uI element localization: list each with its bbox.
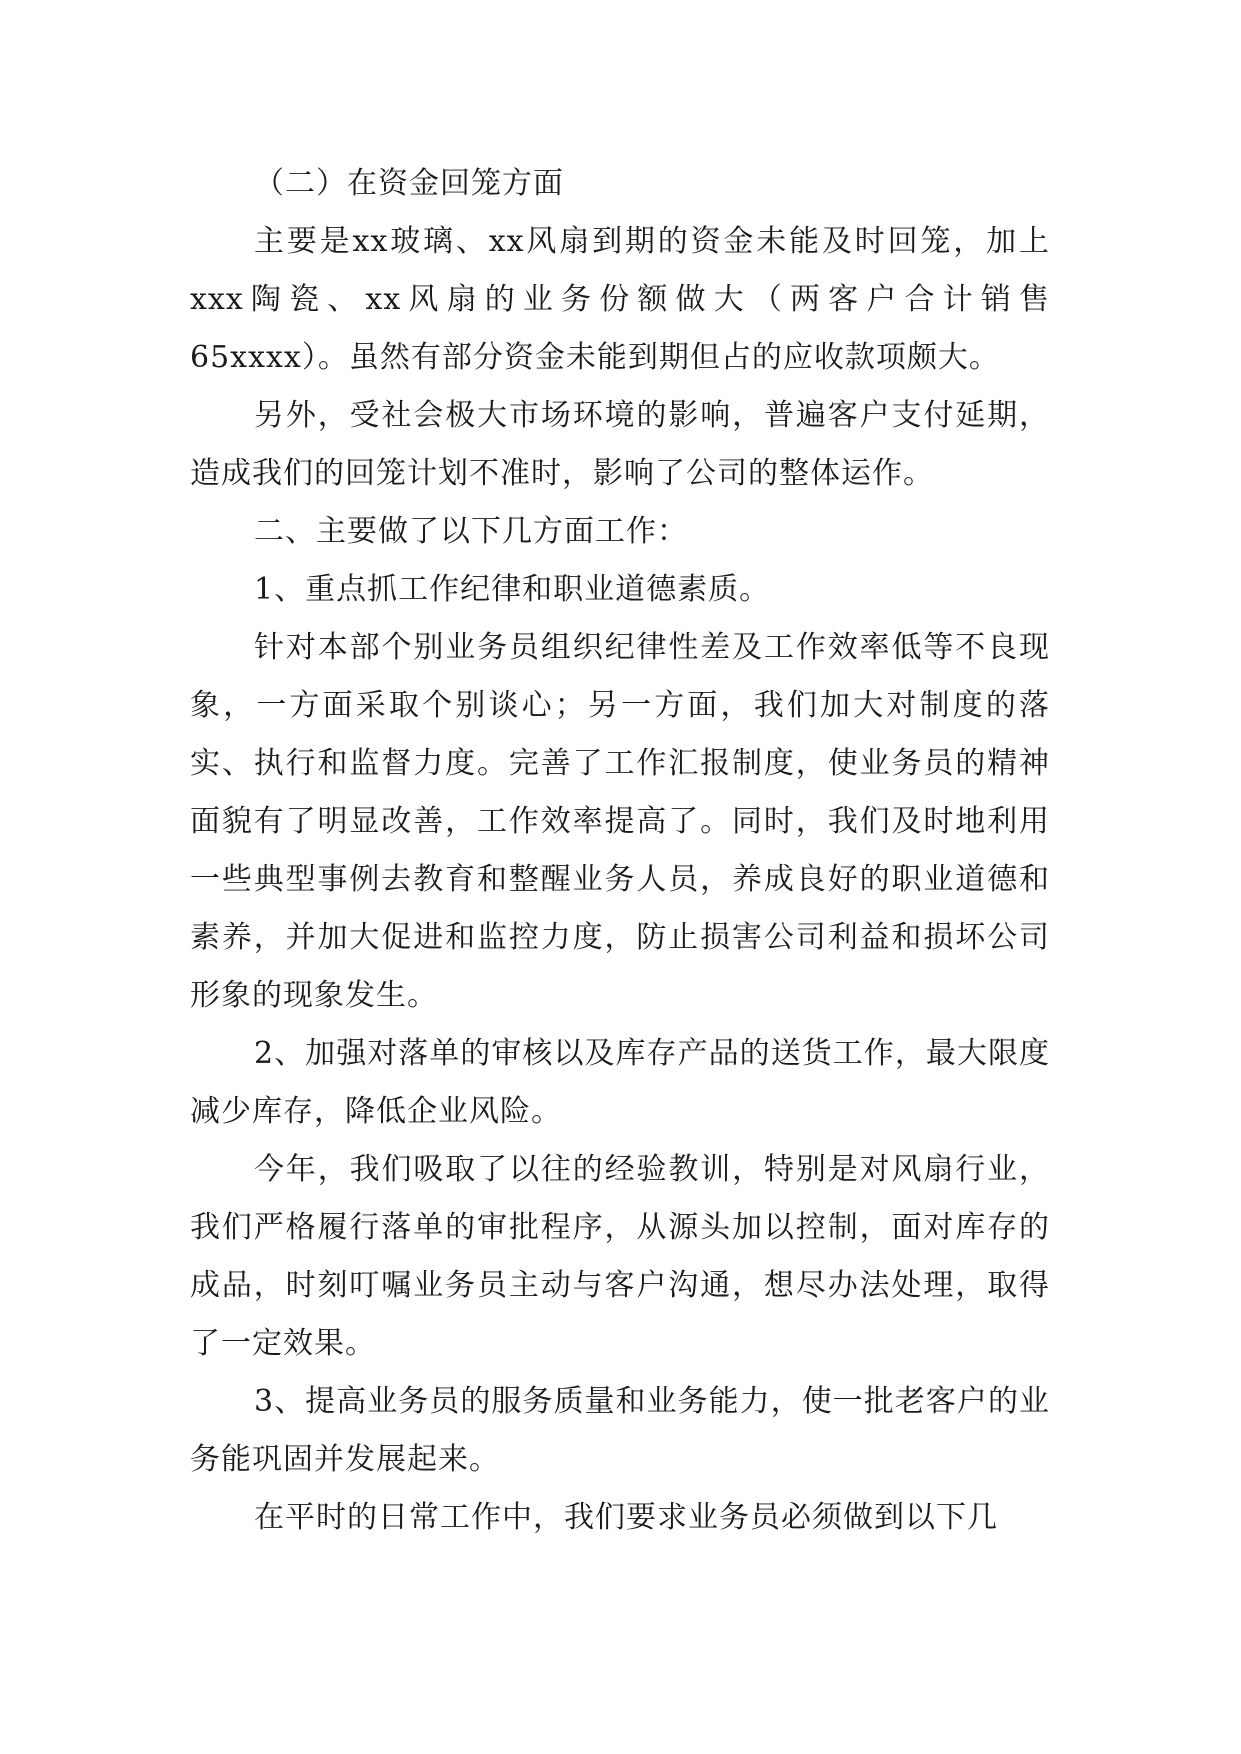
paragraph-discipline-detail: 针对本部个别业务员组织纪律性差及工作效率低等不良现象，一方面采取个别谈心；另一方面，我们加大对制度的落实、执行和监督力度。完善了工作汇报制度，使业务员的精神面貌有了明显改善，工作效率提高了。同时，我们及时地利用一些典型事例去教育和整醒业务人员，养成良好的职业道德和素养，并加大促进和监控力度，防止损害公司利益和损坏公司形象的现象发生。 [190, 630, 1050, 1013]
section-heading-main-work: 二、主要做了以下几方面工作： [254, 514, 688, 549]
item-heading-discipline: 1、重点抓工作纪律和职业道德素质。 [254, 572, 771, 607]
section-heading-capital-recovery: （二）在资金回笼方面 [254, 166, 564, 201]
item-heading-inventory: 2、加强对落单的审核以及库存产品的送货工作，最大限度减少库存，降低企业风险。 [190, 1036, 1050, 1129]
paragraph-inventory-detail: 今年，我们吸取了以往的经验教训，特别是对风扇行业，我们严格履行落单的审批程序，从源头加以控制，面对库存的成品，时刻叮嘱业务员主动与客户沟通，想尽办法处理，取得了一定效果。 [190, 1152, 1050, 1361]
paragraph-market-impact: 另外，受社会极大市场环境的影响，普遍客户支付延期，造成我们的回笼计划不准时，影响了公司的整体运作。 [190, 398, 1050, 491]
paragraph-daily-work: 在平时的日常工作中，我们要求业务员必须做到以下几 [254, 1500, 998, 1535]
document-body [190, 155, 1050, 1547]
paragraph-capital-recovery-detail: 主要是xx玻璃、xx风扇到期的资金未能及时回笼，加上xxx陶瓷、xx风扇的业务份额做大（两客户合计销售65xxxx）。虽然有部分资金未能到期但占的应收款项颇大。 [190, 224, 1050, 375]
item-heading-service-quality: 3、提高业务员的服务质量和业务能力，使一批老客户的业务能巩固并发展起来。 [190, 1384, 1050, 1477]
